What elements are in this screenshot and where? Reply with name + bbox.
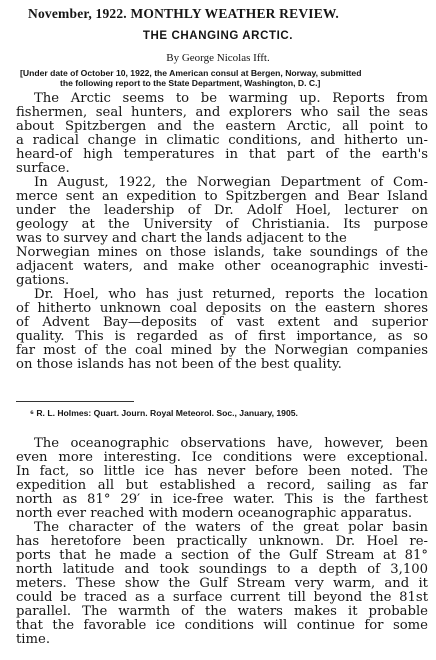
text-line: The character of the waters of the great polar basin [34, 521, 428, 535]
text-line: parallel. The warmth of the waters makes it probable [16, 605, 428, 619]
text-line: could be traced as a surface current till beyond the 81st [16, 591, 428, 605]
text-line: The oceanographic observations have, however, been [34, 437, 428, 451]
text-line: that the favorable ice conditions will continue for some [16, 619, 428, 633]
editorial-note [20, 68, 424, 88]
text-line: geology at the University of Christiania. Its purpose [16, 218, 428, 232]
body-text-bottom [16, 437, 428, 647]
text-line: ports that he made a section of the Gulf Stream at 81° [16, 549, 428, 563]
footnote: ⁶ R. L. Holmes: Quart. Journ. Royal Meteorol. Soc., January, 1905. [30, 408, 298, 418]
text-line: meters. These show the Gulf Stream very warm, and it [16, 577, 428, 591]
text-line: merce sent an expedition to Spitzbergen and Bear Island [16, 190, 428, 204]
article-title: THE CHANGING ARCTIC. [142, 30, 294, 42]
text-line: The Arctic seems to be warming up. Reports from [34, 92, 428, 106]
article-byline: By George Nicolas Ifft. [166, 52, 270, 64]
text-line: time. [16, 633, 51, 647]
text-line: north latitude and took soundings to a depth of 3,100 [16, 563, 428, 577]
text-line: expedition all but established a record, sailing as far [16, 479, 428, 493]
editorial-note-line: the following report to the State Department, Washington, D. C.] [60, 78, 321, 88]
editorial-note-line: [Under date of October 10, 1922, the American consul at Bergen, Norway, submitted [20, 68, 362, 78]
text-line: heard-of high temperatures in that part of the earth's [16, 148, 428, 162]
text-line: In August, 1922, the Norwegian Department of Com- [34, 176, 428, 190]
text-line: about Spitzbergen and the eastern Arctic, all point to [16, 120, 428, 134]
text-line: surface. [16, 162, 70, 176]
text-line: a radical change in climatic conditions, and hitherto un- [16, 134, 428, 148]
text-line: fishermen, seal hunters, and explorers who sail the seas [16, 106, 428, 120]
text-line: was to survey and chart the lands adjacent to the [16, 232, 347, 246]
text-line: on those islands has not been of the best quality. [16, 358, 342, 372]
text-line: quality. This is regarded as of first importance, as so [16, 330, 428, 344]
text-line: north ever reached with modern oceanographic apparatus. [16, 507, 413, 521]
text-line: Dr. Hoel, who has just returned, reports the location [34, 288, 428, 302]
footnote-rule [16, 401, 134, 402]
text-line: even more interesting. Ice conditions were exceptional. [16, 451, 428, 465]
text-line: far most of the coal mined by the Norwegian companies [16, 344, 428, 358]
text-line: adjacent waters, and make other oceanographic investi- [16, 260, 428, 274]
text-line: Norwegian mines on those islands, take soundings of the [16, 246, 428, 260]
text-line: north as 81° 29′ in ice-free water. This is the farthest [16, 493, 428, 507]
text-line: of Advent Bay—deposits of vast extent and superior [16, 316, 428, 330]
text-line: In fact, so little ice has never before been noted. The [16, 465, 428, 479]
text-line: has heretofore been practically unknown. Dr. Hoel re- [16, 535, 428, 549]
running-header: November, 1922. MONTHLY WEATHER REVIEW. [28, 6, 339, 21]
text-line: of hitherto unknown coal deposits on the eastern shores [16, 302, 428, 316]
body-text-top [16, 92, 428, 372]
text-line: gations. [16, 274, 70, 288]
text-line: under the leadership of Dr. Adolf Hoel, lecturer on [16, 204, 428, 218]
